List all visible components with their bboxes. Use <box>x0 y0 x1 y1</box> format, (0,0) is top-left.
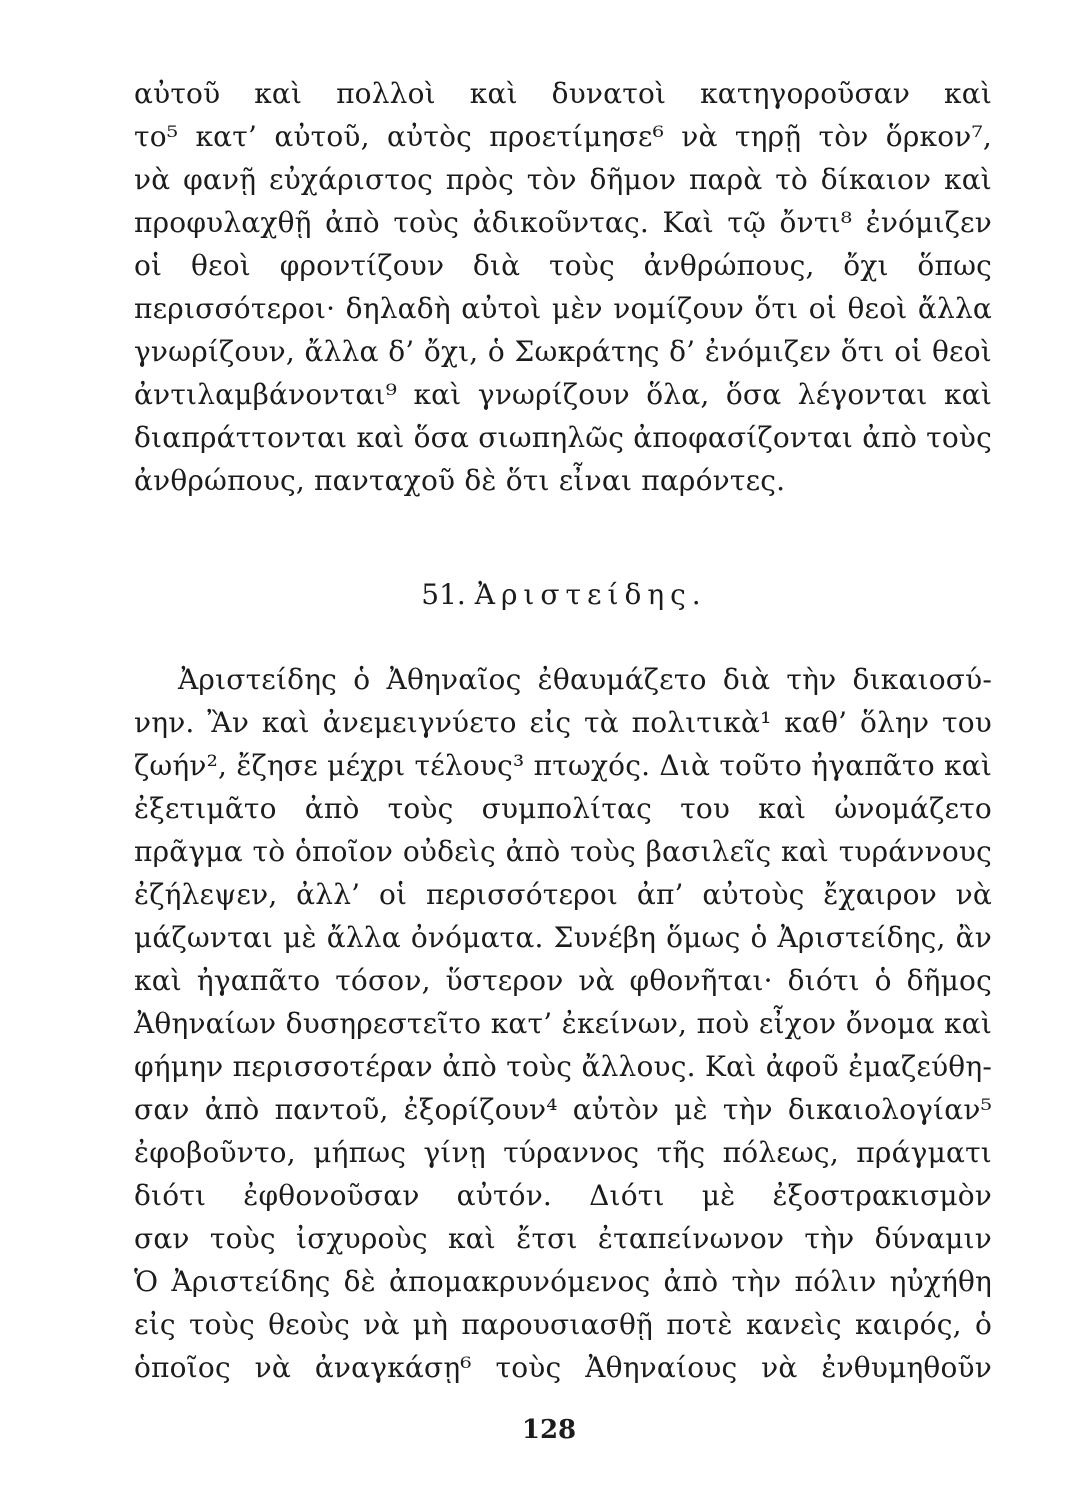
text-line: μάζωνται μὲ ἄλλα ὀνόματα. Συνέβη ὅμως ὁ Ἀριστείδης, ἂν <box>134 921 992 954</box>
section-heading <box>0 575 1068 615</box>
text-line: προφυλαχθῇ ἀπὸ τοὺς ἀδικοῦντας. Καὶ τῷ ὄντι⁸ ἐνόμιζεν <box>134 206 992 239</box>
text-line: καὶ ἠγαπᾶτο τόσον, ὕστερον νὰ φθονῆται· διότι ὁ δῆμος <box>134 964 992 997</box>
text-line: διαπράττονται καὶ ὅσα σιωπηλῶς ἀποφασίζονται ἀπὸ τοὺς <box>134 421 992 454</box>
text-line: νην. Ἂν καὶ ἀνεμειγνύετο εἰς τὰ πολιτικὰ¹ καθ’ ὅλην του <box>134 706 992 739</box>
text-line: ἐφοβοῦντο, μήπως γίνῃ τύραννος τῆς πόλεως, πράγματι <box>134 1136 992 1169</box>
text-line: οἱ θεοὶ φροντίζουν διὰ τοὺς ἀνθρώπους, ὄχι ὅπως <box>134 249 992 282</box>
text-line: Ἀριστείδης ὁ Ἀθηναῖος ἐθαυμάζετο διὰ τὴν δικαιοσύ- <box>178 663 992 696</box>
section-title: Ἀριστείδης. <box>474 578 707 611</box>
text-line: αὐτοῦ καὶ πολλοὶ καὶ δυνατοὶ κατηγοροῦσαν καὶ <box>134 77 992 110</box>
text-line: ἐξετιμᾶτο ἀπὸ τοὺς συμπολίτας του καὶ ὠνομάζετο <box>134 792 992 825</box>
text-line: Ἀθηναίων δυσηρεστεῖτο κατ’ ἐκείνων, ποὺ εἶχον ὄνομα καὶ <box>134 1007 992 1040</box>
text-line: εἰς τοὺς θεοὺς νὰ μὴ παρουσιασθῇ ποτὲ κανεὶς καιρός, ὁ <box>134 1308 992 1341</box>
text-line: Ὁ Ἀριστείδης δὲ ἀπομακρυνόμενος ἀπὸ τὴν πόλιν ηὐχήθη <box>134 1265 992 1298</box>
text-line: περισσότεροι· δηλαδὴ αὐτοὶ μὲν νομίζουν ὅτι οἱ θεοὶ ἄλλα <box>134 292 992 325</box>
paragraph-aristides <box>134 658 992 1389</box>
text-line: γνωρίζουν, ἄλλα δ’ ὄχι, ὁ Σωκράτης δ’ ἐνόμιζεν ὅτι οἱ θεοὶ <box>134 335 992 368</box>
text-line: ἀντιλαμβάνονται⁹ καὶ γνωρίζουν ὅλα, ὅσα λέγονται καὶ <box>134 378 992 411</box>
section-number: 51. <box>421 578 466 611</box>
text-line: φήμην περισσοτέραν ἀπὸ τοὺς ἄλλους. Καὶ ἀφοῦ ἐμαζεύθη- <box>134 1050 992 1083</box>
text-line: ἐζήλεψεν, ἀλλ’ οἱ περισσότεροι ἀπ’ αὐτοὺς ἔχαιρον νὰ <box>134 878 992 911</box>
page-number: 128 <box>521 1415 577 1445</box>
text-line: πρᾶγμα τὸ ὁποῖον οὐδεὶς ἀπὸ τοὺς βασιλεῖς καὶ τυράννους <box>134 835 992 868</box>
text-line: νὰ φανῇ εὐχάριστος πρὸς τὸν δῆμον παρὰ τὸ δίκαιον καὶ <box>134 163 992 196</box>
text-line: ἀνθρώπους, πανταχοῦ δὲ ὅτι εἶναι παρόντες. <box>134 464 786 497</box>
text-line: ὁποῖος νὰ ἀναγκάσῃ⁶ τοὺς Ἀθηναίους νὰ ἐνθυμηθοῦν <box>134 1351 992 1384</box>
text-line: διότι ἐφθονοῦσαν αὐτόν. Διότι μὲ ἐξοστρακισμὸν <box>134 1179 992 1212</box>
paragraph-socrates-end <box>134 72 992 502</box>
text-line: σαν ἀπὸ παντοῦ, ἐξορίζουν⁴ αὐτὸν μὲ τὴν δικαιολογίαν⁵ <box>134 1093 992 1126</box>
text-line: ζωήν², ἔζησε μέχρι τέλους³ πτωχός. Διὰ τοῦτο ἠγαπᾶτο καὶ <box>134 749 992 782</box>
text-line: σαν τοὺς ἰσχυροὺς καὶ ἔτσι ἐταπείνωνον τὴν δύναμιν <box>134 1222 992 1255</box>
text-line: το⁵ κατ’ αὐτοῦ, αὐτὸς προετίμησε⁶ νὰ τηρῇ τὸν ὅρκον⁷, <box>134 120 992 153</box>
